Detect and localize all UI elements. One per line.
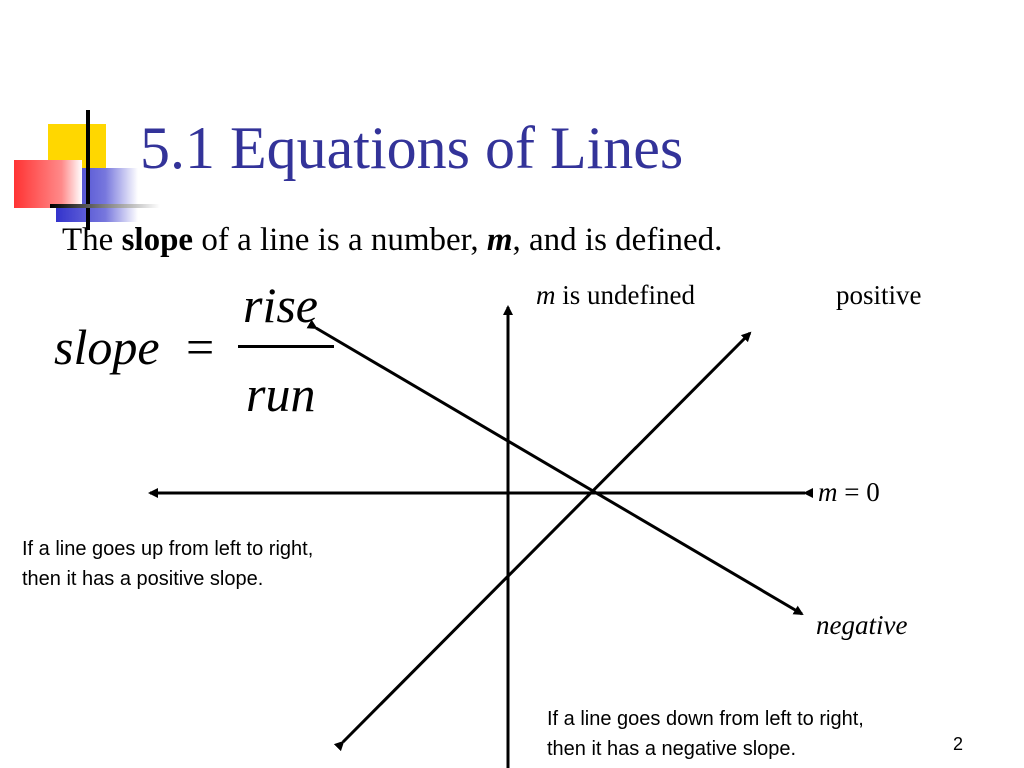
positive-note-line2: then it has a positive slope. bbox=[22, 568, 264, 590]
formula-lhs: slope bbox=[54, 319, 160, 375]
label-negative bbox=[816, 610, 907, 641]
intro-slope-word: slope bbox=[121, 222, 194, 258]
negative-slope-note bbox=[547, 704, 864, 764]
negative-note-line2: then it has a negative slope. bbox=[547, 738, 797, 760]
positive-slope-note bbox=[22, 534, 313, 594]
slide-title: 5.1 Equations of Lines bbox=[140, 115, 684, 181]
intro-m: m bbox=[486, 222, 513, 258]
intro-suffix: , and is defined. bbox=[512, 222, 723, 258]
label-zero-m: m bbox=[818, 477, 838, 507]
label-undefined-m: m bbox=[536, 280, 556, 310]
formula-equals: = bbox=[186, 319, 215, 375]
intro-mid: of a line is a number, bbox=[193, 222, 487, 258]
label-zero-text: = 0 bbox=[837, 477, 880, 507]
negative-note-line1: If a line goes down from left to right, bbox=[547, 708, 864, 730]
label-zero-slope bbox=[818, 477, 880, 508]
positive-slope-line bbox=[343, 333, 750, 742]
intro-prefix: The bbox=[62, 222, 122, 258]
label-undefined-text: is undefined bbox=[555, 280, 695, 310]
label-negative-text: negative bbox=[816, 610, 908, 640]
positive-note-line1: If a line goes up from left to right, bbox=[22, 538, 314, 560]
label-undefined-slope bbox=[536, 280, 695, 311]
negative-slope-line bbox=[316, 328, 802, 614]
label-positive: positive bbox=[836, 280, 922, 310]
page-number: 2 bbox=[953, 734, 964, 754]
formula-denominator: run bbox=[246, 366, 316, 422]
formula-numerator: rise bbox=[243, 277, 318, 333]
